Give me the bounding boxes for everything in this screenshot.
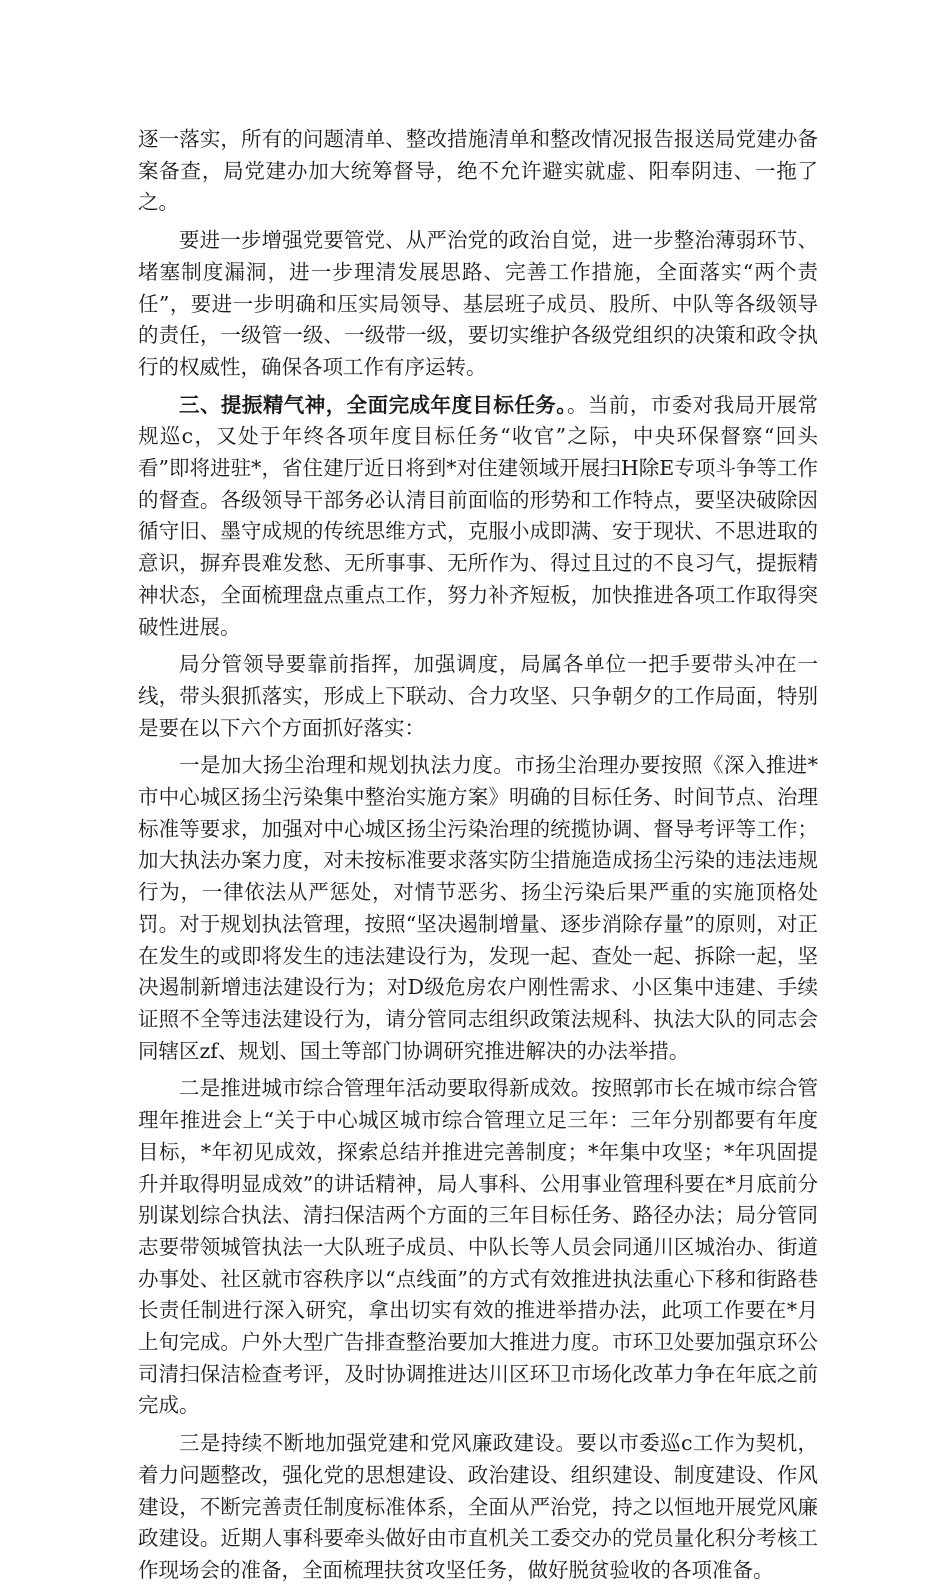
paragraph-text: 要进一步增强党要管党、从严治党的政治自觉，进一步整治薄弱环节、堵塞制度漏洞，进一步理清发展思路、完善工作措施，全面落实“两个责任”，要进一步明确和压实局领导、基层班子成员、股所、中队等各级领导的责任，一级管一级、一级带一级，要切实维护各级党组织的决策和政令执行的权威性，确保各项工作有序运转。 (138, 228, 818, 379)
document-page (138, 124, 818, 1593)
paragraph-item-two (138, 1073, 818, 1422)
paragraph-continuation (138, 124, 818, 219)
paragraph-item-three (138, 1428, 818, 1587)
section-heading: 三、提振精气神，全面完成年度目标任务。 (179, 392, 567, 417)
paragraph-section-three (138, 390, 818, 644)
paragraph-leadership (138, 649, 818, 744)
paragraph-text: 。当前，市委对我局开展常规巡c，又处于年终各项年度目标任务“收官”之际，中央环保督察“回头看”即将进驻*，省住建厅近日将到*对住建领域开展扫H除E专项斗争等工作的督查。各级领导干部务必认清目前面临的形势和工作特点，要坚决破除因循守旧、墨守成规的传统思维方式，克服小成即满、安于现状、不思进取的意识，摒弃畏难发愁、无所事事、无所作为、得过且过的不良习气，提振精神状态，全面梳理盘点重点工作，努力补齐短板，加快推进各项工作取得突破性进展。 (138, 392, 819, 639)
paragraph-item-one (138, 750, 818, 1067)
paragraph-text: 二是推进城市综合管理年活动要取得新成效。按照郭市长在城市综合管理年推进会上“关于中心城区城市综合管理立足三年：三年分别都要有年度目标，*年初见成效，探索总结并推进完善制度；*年集中攻坚；*年巩固提升并取得明显成效”的讲话精神，局人事科、公用事业管理科要在*月底前分别谋划综合执法、清扫保洁两个方面的三年目标任务、路径办法；局分管同志要带领城管执法一大队班子成员、中队长等人员会同通川区城治办、街道办事处、社区就市容秩序以“点线面”的方式有效推进执法重心下移和街路巷长责任制进行深入研究，拿出切实有效的推进举措办法，此项工作要在*月上旬完成。户外大型广告排查整治要加大推进力度。市环卫处要加强京环公司清扫保洁检查考评，及时协调推进达川区环卫市场化改革力争在年底之前完成。 (138, 1076, 818, 1418)
paragraph-text: 逐一落实，所有的问题清单、整改措施清单和整改情况报告报送局党建办备案备查，局党建办加大统筹督导，绝不允许避实就虚、阳奉阴违、一拖了之。 (138, 127, 818, 215)
paragraph-text: 三是持续不断地加强党建和党风廉政建设。要以市委巡c工作为契机，着力问题整改，强化党的思想建设、政治建设、组织建设、制度建设、作风建设，不断完善责任制度标准体系，全面从严治党，持之以恒地开展党风廉政建设。近期人事科要牵头做好由市直机关工委交办的党员量化积分考核工作现场会的准备，全面梳理扶贫攻坚任务，做好脱贫验收的各项准备。 (138, 1431, 818, 1582)
paragraph-text: 一是加大扬尘治理和规划执法力度。市扬尘治理办要按照《深入推进*市中心城区扬尘污染集中整治实施方案》明确的目标任务、时间节点、治理标准等要求，加强对中心城区扬尘污染治理的统揽协调、督导考评等工作；加大执法办案力度，对未按标准要求落实防尘措施造成扬尘污染的违法违规行为，一律依法从严惩处，对情节恶劣、扬尘污染后果严重的实施顶格处罚。对于规划执法管理，按照“坚决遏制增量、逐步消除存量”的原则，对正在发生的或即将发生的违法建设行为，发现一起、查处一起、拆除一起，坚决遏制新增违法建设行为；对D级危房农户刚性需求、小区集中违建、手续证照不全等违法建设行为，请分管同志组织政策法规科、执法大队的同志会同辖区zf、规划、国土等部门协调研究推进解决的办法举措。 (138, 753, 818, 1063)
paragraph-two-responsibilities (138, 225, 818, 384)
paragraph-text: 局分管领导要靠前指挥，加强调度，局属各单位一把手要带头冲在一线，带头狠抓落实，形成上下联动、合力攻坚、只争朝夕的工作局面，特别是要在以下六个方面抓好落实： (138, 652, 818, 740)
